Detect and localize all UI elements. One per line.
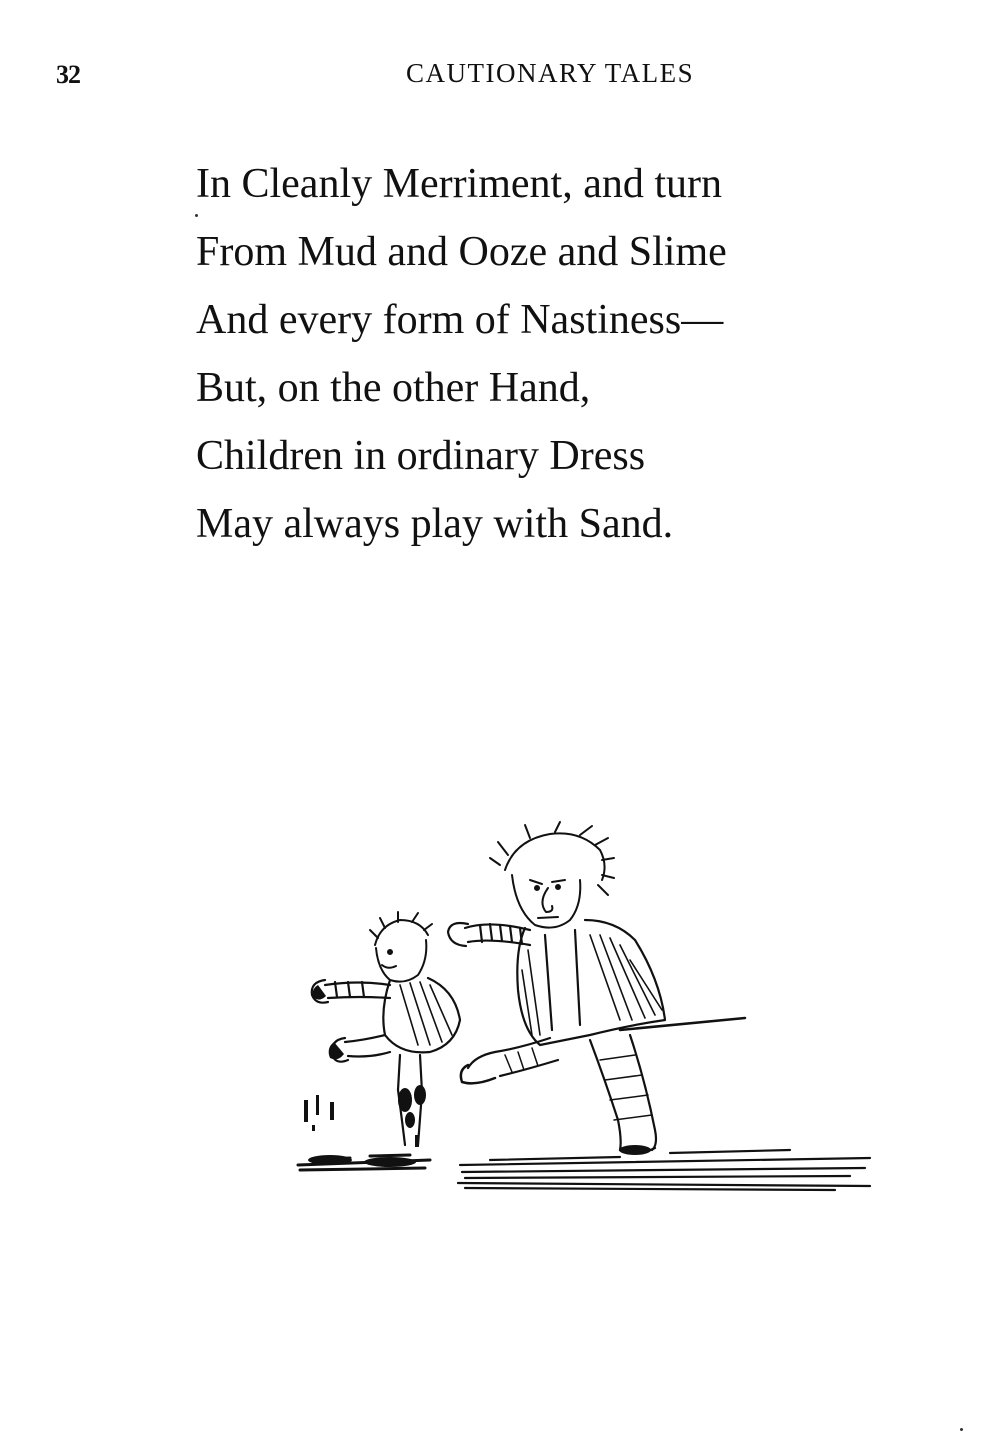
verse-line: In Cleanly Merriment, and turn	[196, 161, 723, 207]
verse-line: From Mud and Ooze and Slime	[196, 229, 727, 275]
running-head: CAUTIONARY TALES	[406, 58, 695, 88]
verse-line: And every form of Nastiness—	[196, 297, 724, 343]
verse-stanza	[196, 150, 727, 558]
boy-body-hatching	[400, 982, 452, 1045]
paper-speck	[195, 214, 198, 217]
man-face	[512, 875, 580, 928]
ground-lines	[458, 1150, 870, 1190]
verse-line: Children in ordinary Dress	[196, 433, 646, 479]
paper-speck	[960, 1428, 963, 1431]
man-hair	[490, 822, 614, 895]
illustration-kicking-man-icon	[290, 820, 880, 1200]
man-legs	[468, 1035, 656, 1154]
boy-body	[383, 978, 460, 1052]
man-leg-hatching	[505, 1048, 652, 1120]
page-number: 32	[56, 60, 80, 89]
man-foot	[461, 1065, 495, 1083]
verse-line: But, on the other Hand,	[196, 365, 591, 411]
boy-head	[370, 912, 432, 982]
boy-arm	[312, 980, 390, 1003]
man-arm	[448, 923, 530, 946]
mud-blobs	[304, 985, 651, 1167]
verse-line: May always play with Sand.	[196, 501, 674, 547]
